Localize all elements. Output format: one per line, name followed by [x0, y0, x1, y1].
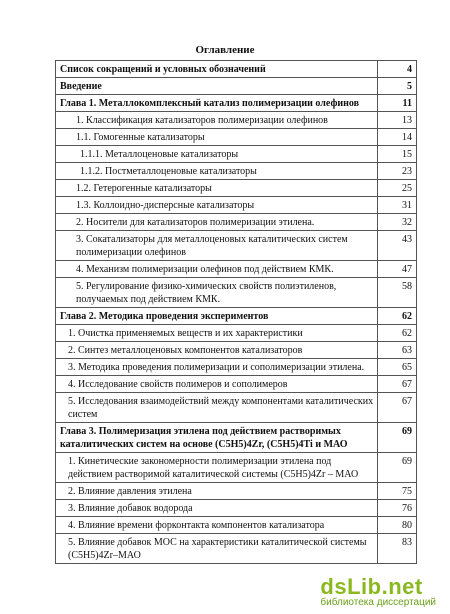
toc-entry-page: 65	[378, 359, 417, 376]
toc-row	[56, 517, 417, 534]
toc-entry-text: 4. Механизм полимеризации олефинов под действием КМК.	[56, 261, 378, 278]
toc-entry-text: 5. Регулирование физико-химических свойств полиэтиленов, получаемых под действием КМК.	[56, 278, 378, 308]
toc-entry-text: 1. Кинетические закономерности полимеризации этилена под действием растворимой каталитической системы (C5H5)4Zr – МАО	[56, 453, 378, 483]
toc-entry-page: 15	[378, 146, 417, 163]
toc-entry-page: 25	[378, 180, 417, 197]
toc-row	[56, 146, 417, 163]
toc-entry-text: 1. Очистка применяемых веществ и их характеристики	[56, 325, 378, 342]
toc-row	[56, 308, 417, 325]
toc-entry-page: 31	[378, 197, 417, 214]
toc-entry-text: Введение	[56, 78, 378, 95]
toc-entry-page: 69	[378, 423, 417, 453]
toc-entry-page: 75	[378, 483, 417, 500]
toc-body	[56, 61, 417, 564]
toc-entry-text: 1.1.1. Металлоценовые катализаторы	[56, 146, 378, 163]
toc-entry-page: 69	[378, 453, 417, 483]
toc-entry-text: 3. Влияние добавок водорода	[56, 500, 378, 517]
toc-row	[56, 453, 417, 483]
watermark-subtitle: библиотека диссертаций	[320, 597, 436, 608]
toc-entry-page: 32	[378, 214, 417, 231]
toc-row	[56, 393, 417, 423]
toc-entry-text: 2. Носители для катализаторов полимеризации этилена.	[56, 214, 378, 231]
toc-row	[56, 325, 417, 342]
toc-table	[55, 60, 417, 564]
toc-row	[56, 197, 417, 214]
toc-entry-text: 1.2. Гетерогенные катализаторы	[56, 180, 378, 197]
toc-row	[56, 95, 417, 112]
toc-entry-page: 80	[378, 517, 417, 534]
toc-entry-page: 67	[378, 376, 417, 393]
toc-row	[56, 61, 417, 78]
toc-entry-text: 4. Влияние времени форконтакта компонентов катализатора	[56, 517, 378, 534]
toc-entry-page: 62	[378, 325, 417, 342]
toc-entry-page: 5	[378, 78, 417, 95]
toc-entry-page: 47	[378, 261, 417, 278]
toc-entry-text: Глава 3. Полимеризация этилена под действием растворимых каталитических систем на основе (C5H5)4Zr, (C5H5)4Ti и МАО	[56, 423, 378, 453]
toc-row	[56, 231, 417, 261]
toc-entry-page: 13	[378, 112, 417, 129]
toc-row	[56, 423, 417, 453]
toc-entry-text: 3. Сокатализаторы для металлоценовых каталитических систем полимеризации олефинов	[56, 231, 378, 261]
toc-row	[56, 129, 417, 146]
toc-row	[56, 534, 417, 564]
toc-entry-page: 76	[378, 500, 417, 517]
toc-row	[56, 500, 417, 517]
toc-entry-page: 83	[378, 534, 417, 564]
toc-entry-page: 62	[378, 308, 417, 325]
watermark	[320, 574, 436, 608]
toc-entry-text: Список сокращений и условных обозначений	[56, 61, 378, 78]
toc-entry-page: 4	[378, 61, 417, 78]
toc-entry-text: 5. Влияние добавок МОС на характеристики каталитической системы (C5H5)4Zr–МАО	[56, 534, 378, 564]
page-title: Оглавление	[195, 44, 255, 56]
toc-row	[56, 214, 417, 231]
toc-entry-page: 63	[378, 342, 417, 359]
toc-row	[56, 112, 417, 129]
toc-entry-text: Глава 1. Металлокомплексный катализ полимеризации олефинов	[56, 95, 378, 112]
toc-entry-page: 11	[378, 95, 417, 112]
toc-entry-text: 1. Классификация катализаторов полимеризации олефинов	[56, 112, 378, 129]
watermark-logo: dsLib.net	[320, 574, 423, 599]
toc-row	[56, 261, 417, 278]
toc-row	[56, 163, 417, 180]
toc-entry-text: 1.1.2. Постметаллоценовые катализаторы	[56, 163, 378, 180]
toc-entry-text: 2. Синтез металлоценовых компонентов катализаторов	[56, 342, 378, 359]
toc-entry-text: 1.1. Гомогенные катализаторы	[56, 129, 378, 146]
toc-entry-text: 2. Влияние давления этилена	[56, 483, 378, 500]
toc-entry-text: 3. Методика проведения полимеризации и сополимеризации этилена.	[56, 359, 378, 376]
toc-row	[56, 483, 417, 500]
toc-entry-text: 5. Исследования взаимодействий между компонентами каталитических систем	[56, 393, 378, 423]
toc-entry-page: 14	[378, 129, 417, 146]
toc-entry-text: 1.3. Коллоидно-дисперсные катализаторы	[56, 197, 378, 214]
toc-row	[56, 376, 417, 393]
toc-row	[56, 180, 417, 197]
toc-row	[56, 78, 417, 95]
toc-entry-page: 58	[378, 278, 417, 308]
toc-entry-page: 43	[378, 231, 417, 261]
toc-row	[56, 359, 417, 376]
toc-entry-text: 4. Исследование свойств полимеров и сополимеров	[56, 376, 378, 393]
toc-entry-page: 23	[378, 163, 417, 180]
toc-entry-text: Глава 2. Методика проведения экспериментов	[56, 308, 378, 325]
toc-row	[56, 342, 417, 359]
toc-entry-page: 67	[378, 393, 417, 423]
toc-row	[56, 278, 417, 308]
